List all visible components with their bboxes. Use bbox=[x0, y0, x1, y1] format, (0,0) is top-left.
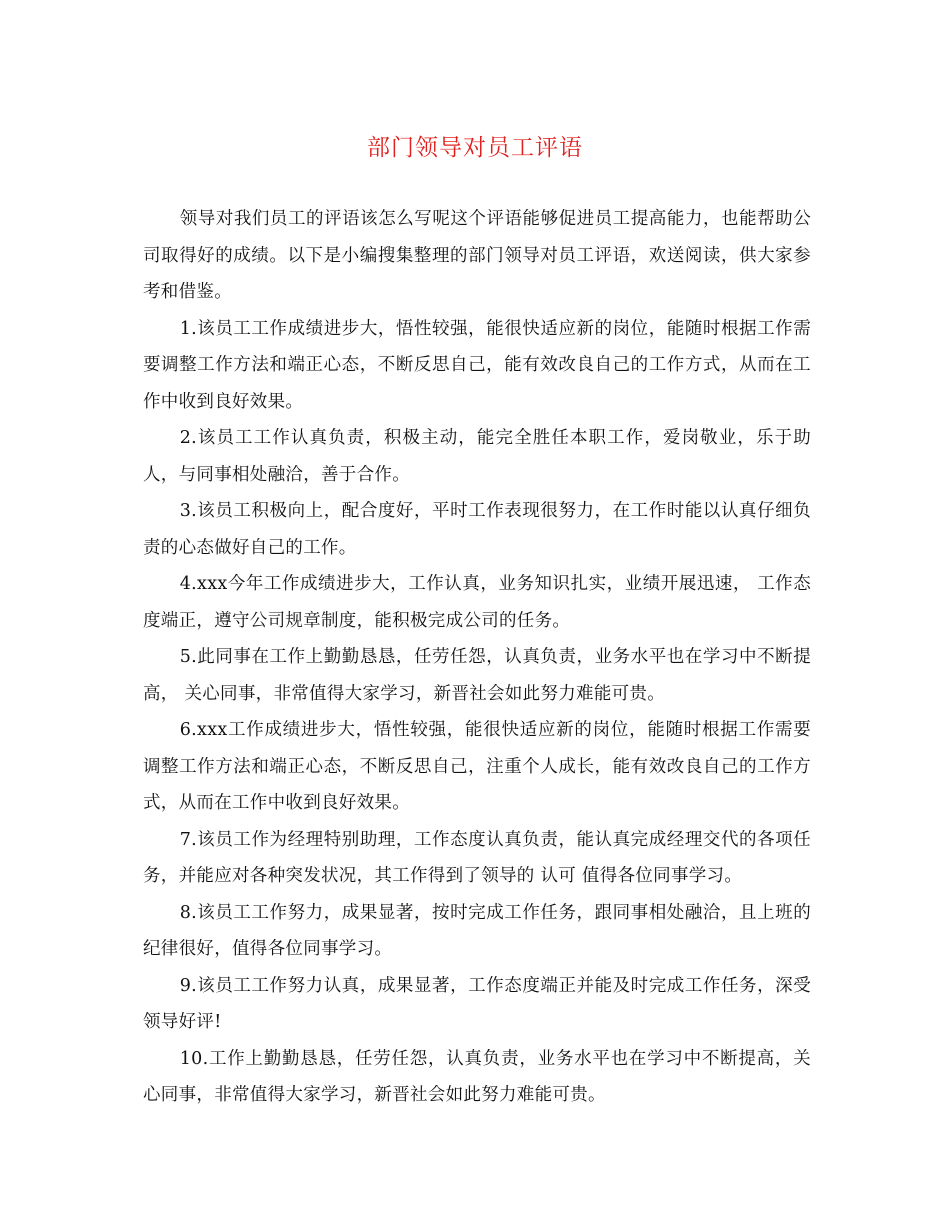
evaluation-item-9: 9.该员工工作努力认真，成果显著，工作态度端正并能及时完成工作任务，深受领导好评! bbox=[143, 975, 811, 1032]
evaluation-item-4: 4.xxx今年工作成绩进步大，工作认真，业务知识扎实，业绩开展迅速， 工作态度端正，遵守公司规章制度，能积极完成公司的任务。 bbox=[143, 574, 811, 631]
intro-paragraph: 领导对我们员工的评语该怎么写呢这个评语能够促进员工提高能力，也能帮助公司取得好的成绩。以下是小编搜集整理的部门领导对员工评语，欢送阅读，供大家参考和借鉴。 bbox=[143, 209, 811, 302]
page-title: 部门领导对员工评语 bbox=[367, 135, 583, 161]
evaluation-item-1: 1.该员工工作成绩进步大，悟性较强，能很快适应新的岗位，能随时根据工作需要调整工作方法和端正心态，不断反思自己，能有效改良自己的工作方式，从而在工作中收到良好效果。 bbox=[143, 318, 811, 412]
evaluation-item-8: 8.该员工工作努力，成果显著，按时完成工作任务，跟同事相处融洽，且上班的纪律很好，值得各位同事学习。 bbox=[143, 902, 811, 959]
evaluation-item-3: 3.该员工积极向上，配合度好，平时工作表现很努力，在工作时能以认真仔细负责的心态做好自己的工作。 bbox=[143, 501, 811, 558]
evaluation-item-2: 2.该员工工作认真负责，积极主动，能完全胜任本职工作，爱岗敬业，乐于助人，与同事相处融洽，善于合作。 bbox=[143, 428, 811, 485]
document-body bbox=[143, 201, 811, 1114]
evaluation-item-10: 10.工作上勤勤恳恳，任劳任怨，认真负责，业务水平也在学习中不断提高，关心同事，非常值得大家学习，新晋社会如此努力难能可贵。 bbox=[143, 1048, 811, 1105]
evaluation-item-7: 7.该员工作为经理特别助理，工作态度认真负责，能认真完成经理交代的各项任务，并能应对各种突发状况，其工作得到了领导的 认可 值得各位同事学习。 bbox=[143, 829, 811, 886]
evaluation-item-6: 6.xxx工作成绩进步大，悟性较强，能很快适应新的岗位，能随时根据工作需要调整工作方法和端正心态，不断反思自己，注重个人成长，能有效改良自己的工作方式，从而在工作中收到良好效果。 bbox=[143, 720, 811, 813]
evaluation-item-5: 5.此同事在工作上勤勤恳恳，任劳任怨，认真负责，业务水平也在学习中不断提高， 关心同事，非常值得大家学习，新晋社会如此努力难能可贵。 bbox=[143, 647, 811, 704]
